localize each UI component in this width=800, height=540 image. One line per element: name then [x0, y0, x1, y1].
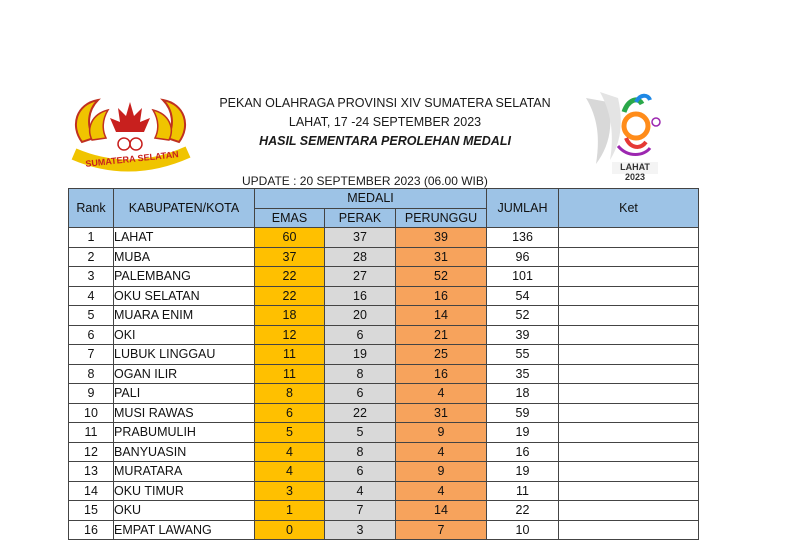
gold-count-cell: 0 — [255, 520, 325, 540]
table-row — [69, 228, 699, 248]
gold-count-cell: 4 — [255, 462, 325, 482]
note-cell — [559, 442, 699, 462]
region-cell: OKU SELATAN — [114, 286, 255, 306]
total-count-cell: 35 — [487, 364, 559, 384]
total-count-cell: 52 — [487, 306, 559, 326]
medal-table-body — [69, 228, 699, 540]
silver-count-cell: 22 — [325, 403, 396, 423]
bronze-count-cell: 4 — [396, 384, 487, 404]
note-cell — [559, 325, 699, 345]
rank-cell: 11 — [69, 423, 114, 443]
silver-count-cell: 8 — [325, 364, 396, 384]
header-note: Ket — [559, 189, 699, 228]
header-gold: EMAS — [255, 208, 325, 228]
rank-cell: 5 — [69, 306, 114, 326]
total-count-cell: 96 — [487, 247, 559, 267]
table-row — [69, 423, 699, 443]
region-cell: MURATARA — [114, 462, 255, 482]
gold-count-cell: 37 — [255, 247, 325, 267]
total-count-cell: 16 — [487, 442, 559, 462]
silver-count-cell: 3 — [325, 520, 396, 540]
table-row — [69, 325, 699, 345]
region-cell: PALI — [114, 384, 255, 404]
silver-count-cell: 5 — [325, 423, 396, 443]
region-cell: MUSI RAWAS — [114, 403, 255, 423]
note-cell — [559, 247, 699, 267]
note-cell — [559, 481, 699, 501]
header-bronze: PERUNGGU — [396, 208, 487, 228]
region-cell: EMPAT LAWANG — [114, 520, 255, 540]
silver-count-cell: 20 — [325, 306, 396, 326]
note-cell — [559, 384, 699, 404]
gold-count-cell: 60 — [255, 228, 325, 248]
note-cell — [559, 423, 699, 443]
rank-cell: 6 — [69, 325, 114, 345]
table-row — [69, 247, 699, 267]
bronze-count-cell: 16 — [396, 286, 487, 306]
koni-sumsel-logo — [68, 94, 193, 179]
silver-count-cell: 8 — [325, 442, 396, 462]
region-cell: MUBA — [114, 247, 255, 267]
table-row — [69, 481, 699, 501]
bronze-count-cell: 31 — [396, 403, 487, 423]
table-row — [69, 364, 699, 384]
gold-count-cell: 4 — [255, 442, 325, 462]
header-silver: PERAK — [325, 208, 396, 228]
bronze-count-cell: 25 — [396, 345, 487, 365]
total-count-cell: 59 — [487, 403, 559, 423]
lahat-logo-text: LAHAT 2023 — [620, 162, 650, 182]
bronze-count-cell: 14 — [396, 501, 487, 521]
note-cell — [559, 501, 699, 521]
table-row — [69, 345, 699, 365]
bronze-count-cell: 21 — [396, 325, 487, 345]
bronze-count-cell: 31 — [396, 247, 487, 267]
total-count-cell: 11 — [487, 481, 559, 501]
gold-count-cell: 12 — [255, 325, 325, 345]
table-row — [69, 520, 699, 540]
note-cell — [559, 520, 699, 540]
table-row — [69, 442, 699, 462]
bronze-count-cell: 52 — [396, 267, 487, 287]
gold-count-cell: 5 — [255, 423, 325, 443]
table-row — [69, 462, 699, 482]
silver-count-cell: 28 — [325, 247, 396, 267]
silver-count-cell: 27 — [325, 267, 396, 287]
gold-count-cell: 22 — [255, 267, 325, 287]
gold-count-cell: 11 — [255, 364, 325, 384]
gold-count-cell: 11 — [255, 345, 325, 365]
bronze-count-cell: 16 — [396, 364, 487, 384]
medal-standings-table — [68, 188, 699, 540]
header-event-date: LAHAT, 17 -24 SEPTEMBER 2023 — [288, 115, 482, 129]
region-cell: LAHAT — [114, 228, 255, 248]
total-count-cell: 19 — [487, 462, 559, 482]
note-cell — [559, 267, 699, 287]
total-count-cell: 136 — [487, 228, 559, 248]
rank-cell: 12 — [69, 442, 114, 462]
total-count-cell: 39 — [487, 325, 559, 345]
bronze-count-cell: 9 — [396, 462, 487, 482]
rank-cell: 16 — [69, 520, 114, 540]
note-cell — [559, 345, 699, 365]
note-cell — [559, 286, 699, 306]
bronze-count-cell: 4 — [396, 442, 487, 462]
rank-cell: 14 — [69, 481, 114, 501]
header-medal: MEDALI — [255, 189, 487, 209]
table-row — [69, 286, 699, 306]
total-count-cell: 10 — [487, 520, 559, 540]
region-cell: OKI — [114, 325, 255, 345]
document-header — [200, 94, 570, 151]
silver-count-cell: 7 — [325, 501, 396, 521]
bronze-count-cell: 39 — [396, 228, 487, 248]
region-cell: OGAN ILIR — [114, 364, 255, 384]
note-cell — [559, 403, 699, 423]
region-cell: PRABUMULIH — [114, 423, 255, 443]
silver-count-cell: 16 — [325, 286, 396, 306]
koni-logo-text: SUMATERA SELATAN — [84, 149, 180, 169]
bronze-count-cell: 14 — [396, 306, 487, 326]
gold-count-cell: 8 — [255, 384, 325, 404]
note-cell — [559, 462, 699, 482]
bronze-count-cell: 4 — [396, 481, 487, 501]
rank-cell: 10 — [69, 403, 114, 423]
silver-count-cell: 6 — [325, 384, 396, 404]
total-count-cell: 54 — [487, 286, 559, 306]
bronze-count-cell: 7 — [396, 520, 487, 540]
region-cell: BANYUASIN — [114, 442, 255, 462]
silver-count-cell: 6 — [325, 325, 396, 345]
silver-count-cell: 19 — [325, 345, 396, 365]
update-timestamp: UPDATE : 20 SEPTEMBER 2023 (06.00 WIB) — [242, 174, 488, 188]
table-row — [69, 267, 699, 287]
gold-count-cell: 6 — [255, 403, 325, 423]
rank-cell: 2 — [69, 247, 114, 267]
region-cell: MUARA ENIM — [114, 306, 255, 326]
gold-count-cell: 22 — [255, 286, 325, 306]
gold-count-cell: 18 — [255, 306, 325, 326]
header-total: JUMLAH — [487, 189, 559, 228]
rank-cell: 8 — [69, 364, 114, 384]
rank-cell: 7 — [69, 345, 114, 365]
rank-cell: 1 — [69, 228, 114, 248]
total-count-cell: 18 — [487, 384, 559, 404]
table-row — [69, 403, 699, 423]
region-cell: OKU — [114, 501, 255, 521]
region-cell: LUBUK LINGGAU — [114, 345, 255, 365]
note-cell — [559, 306, 699, 326]
region-cell: OKU TIMUR — [114, 481, 255, 501]
header-report-title: HASIL SEMENTARA PEROLEHAN MEDALI — [259, 134, 511, 148]
gold-count-cell: 1 — [255, 501, 325, 521]
lahat-2023-logo — [578, 88, 668, 185]
rank-cell: 9 — [69, 384, 114, 404]
total-count-cell: 22 — [487, 501, 559, 521]
table-row — [69, 306, 699, 326]
total-count-cell: 19 — [487, 423, 559, 443]
header-rank: Rank — [69, 189, 114, 228]
bronze-count-cell: 9 — [396, 423, 487, 443]
header-event-title: PEKAN OLAHRAGA PROVINSI XIV SUMATERA SELATAN — [219, 96, 551, 110]
note-cell — [559, 228, 699, 248]
rank-cell: 4 — [69, 286, 114, 306]
region-cell: PALEMBANG — [114, 267, 255, 287]
table-row — [69, 384, 699, 404]
rank-cell: 15 — [69, 501, 114, 521]
rank-cell: 13 — [69, 462, 114, 482]
total-count-cell: 101 — [487, 267, 559, 287]
note-cell — [559, 364, 699, 384]
rank-cell: 3 — [69, 267, 114, 287]
table-row — [69, 501, 699, 521]
header-region: KABUPATEN/KOTA — [114, 189, 255, 228]
total-count-cell: 55 — [487, 345, 559, 365]
silver-count-cell: 37 — [325, 228, 396, 248]
gold-count-cell: 3 — [255, 481, 325, 501]
silver-count-cell: 6 — [325, 462, 396, 482]
silver-count-cell: 4 — [325, 481, 396, 501]
